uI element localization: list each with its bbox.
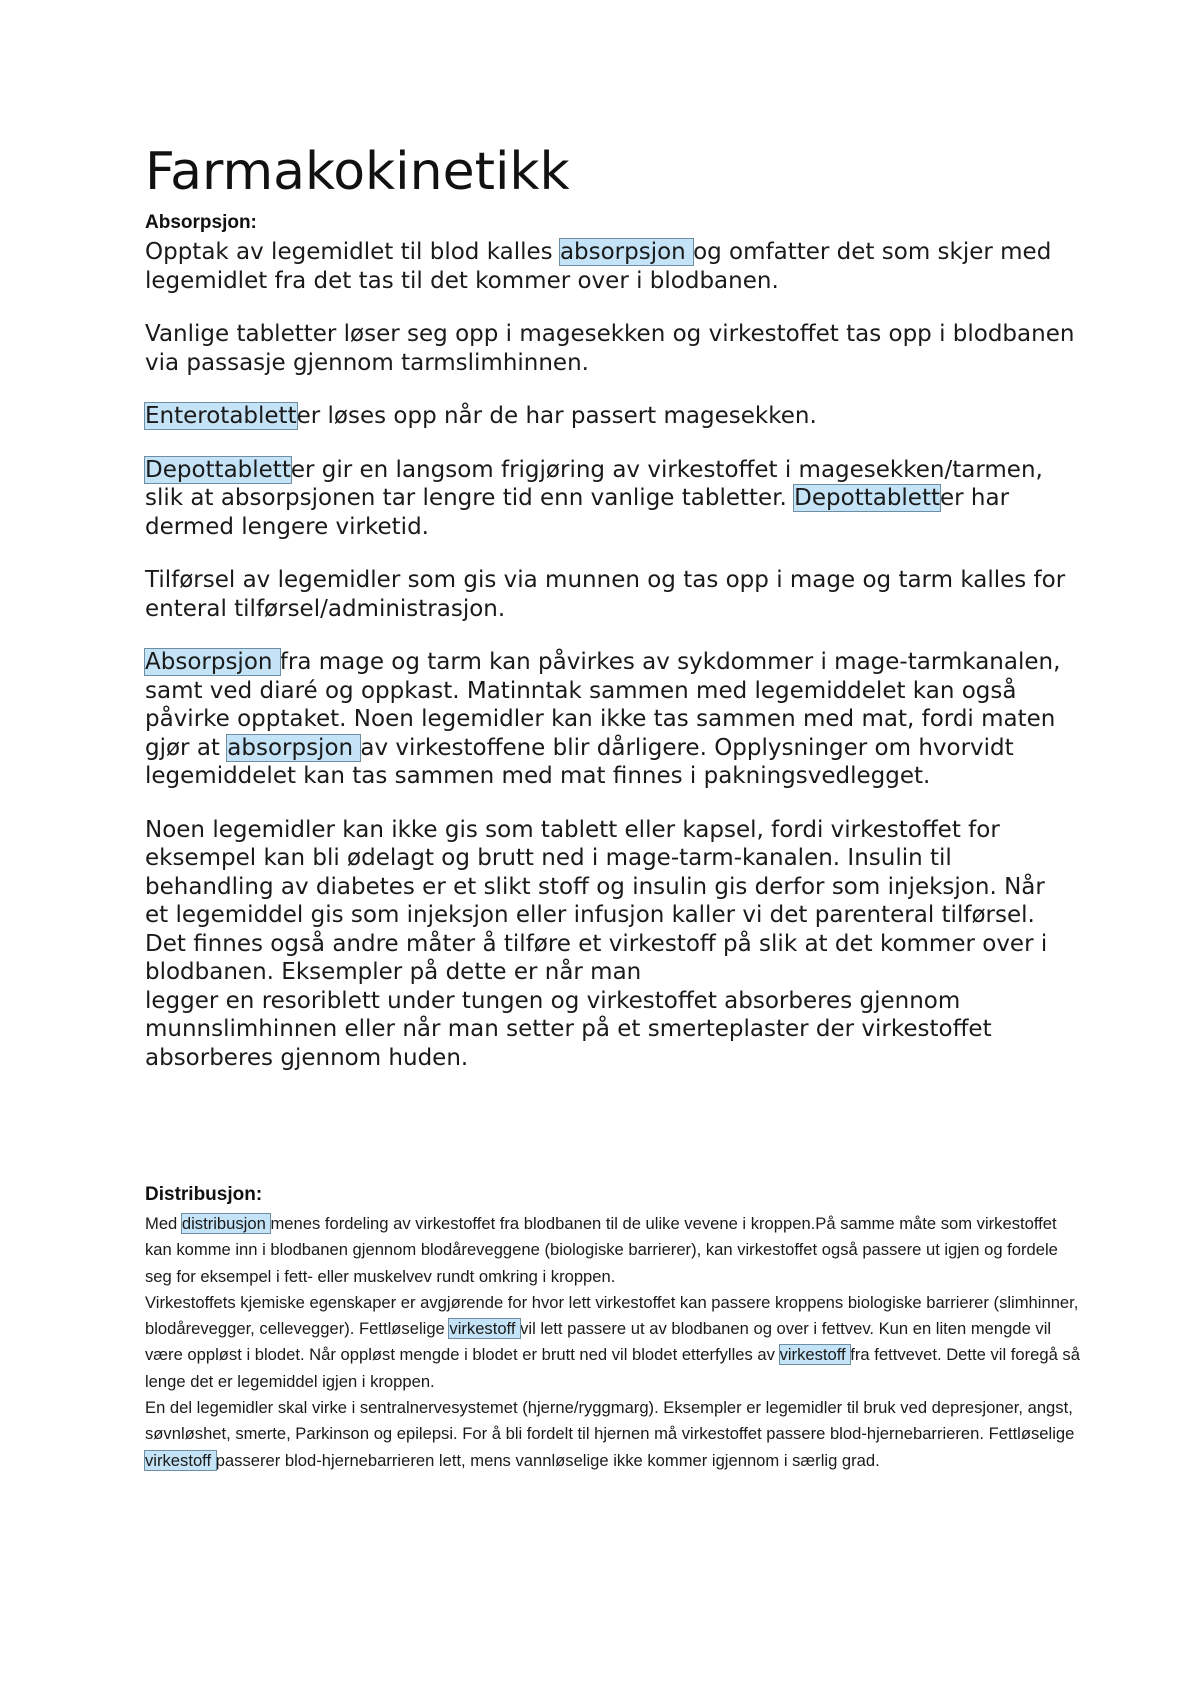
paragraph [145,648,1075,791]
paragraph: legger en resoriblett under tungen og virkestoffet absorberes gjennom munnslimhinnen eller når man setter på et smerteplaster der virkestoffet absorberes gjennom huden. [145,987,992,1071]
document-title: Farmakokinetikk [145,142,570,202]
text-run: Med [145,1214,182,1233]
text-run: er har dermed lengere virketid. [145,485,1010,540]
highlighted-term[interactable]: distribusjon [181,1214,271,1233]
text-run: og omfatter det som skjer med legemidlet fra det tas til det kommer over i blodbanen. [145,239,1052,294]
paragraph: Tilførsel av legemidler som gis via munnen og tas opp i mage og tarm kalles for enteral tilførsel/administrasjon. [145,567,1066,622]
text-run: menes fordeling av virkestoffet fra blodbanen til de ulike vevene i kroppen.På samme måte som virkestoffet kan komme inn i blodbanen gjennom blodåreveggene (biologiske barrierer), kan virkestoffet også passere ut igjen og fordele seg for eksempel i fett- eller muskelvev rundt omkring i kroppen. [145,1214,1058,1286]
paragraph [145,238,1075,295]
text-run: Virkestoffets kjemiske egenskaper er avgjørende for hvor lett virkestoffet kan passere kroppens biologiske barrierer (slimhinner, blodårevegger, cellevegger). Fettløselige [145,1292,1079,1339]
highlighted-term[interactable]: virkestoff [145,1450,216,1470]
paragraph [145,402,1075,431]
paragraph [145,1211,1085,1290]
text-run: av virkestoffene blir dårligere. Opplysninger om hvorvidt legemiddelet kan tas sammen med mat finnes i pakningsvedlegget. [145,734,1014,789]
paragraph: Vanlige tabletter løser seg opp i magesekken og virkestoffet tas opp i blodbanen via passasje gjennom tarmslimhinnen. [145,321,1075,376]
text-run: Opptak av legemidlet til blod kalles [145,239,560,265]
text-run: fra mage og tarm kan påvirkes av sykdommer i mage-tarmkanalen, samt ved diaré og oppkast. Matinntak sammen med legemiddelet kan også påvirke opptaket. Noen legemidler kan ikke tas sammen med mat, fordi maten gjør at [145,649,1061,761]
distribusjon-section [145,1211,1085,1474]
highlighted-term[interactable]: absorpsjon [559,239,694,265]
text-run: vil lett passere ut av blodbanen og over i fettvev. Kun en liten mengde vil være oppløst i blodet. Når oppløst mengde i blodet er brutt ned vil blodet etterfylles av [145,1319,1052,1365]
absorpsjon-section [145,238,1075,1072]
text-run: En del legemidler skal virke i sentralnervesystemet (hjerne/ryggmarg). Eksempler er legemidler til bruk ved depresjoner, angst, søvnløshet, smerte, Parkinson og epilepsi. For å bli fordelt til hjernen må virkestoffet passere blod-hjernebarrieren. Fettløselige [145,1398,1075,1444]
text-run: er løses opp når de har passert magesekken. [296,403,817,429]
paragraph: Det finnes også andre måter å tilføre et virkestoff på slik at det kommer over i blodbanen. Eksempler på dette er når man [145,930,1048,985]
paragraph: Noen legemidler kan ikke gis som tablett eller kapsel, fordi virkestoffet for eksempel kan bli ødelagt og brutt ned i mage-tarm-kanalen. Insulin til behandling av diabetes er et slikt stoff og insulin gis derfor som injeksjon. Når et legemiddel gis som injeksjon eller infusjon kaller vi det parenteral tilførsel. [145,816,1045,928]
heading-distribusjon: Distribusjon: [145,1184,263,1205]
paragraph [145,456,1075,542]
highlighted-term[interactable]: Enterotablett [145,403,297,429]
highlighted-term[interactable]: Depottablett [794,485,940,511]
paragraph [145,1395,1085,1474]
highlighted-term[interactable]: Depottablett [145,456,291,483]
text-run: er gir en langsom frigjøring av virkestoffet i magesekken/tarmen, slik at absorpsjonen tar lengre tid enn vanlige tabletter. [145,456,1043,511]
highlighted-term[interactable]: virkestoff [779,1345,851,1365]
heading-absorpsjon: Absorpsjon: [145,212,257,233]
highlighted-term[interactable]: Absorpsjon [145,649,280,675]
highlighted-term[interactable]: absorpsjon [227,734,361,761]
highlighted-term[interactable]: virkestoff [449,1319,521,1339]
text-run: passerer blod-hjernebarrieren lett, mens vannløselige ikke kommer igjennom i særlig grad. [215,1450,880,1470]
text-run: fra fettvevet. Dette vil foregå så lenge det er legemiddel igjen i kroppen. [145,1345,1080,1391]
paragraph [145,1290,1085,1395]
